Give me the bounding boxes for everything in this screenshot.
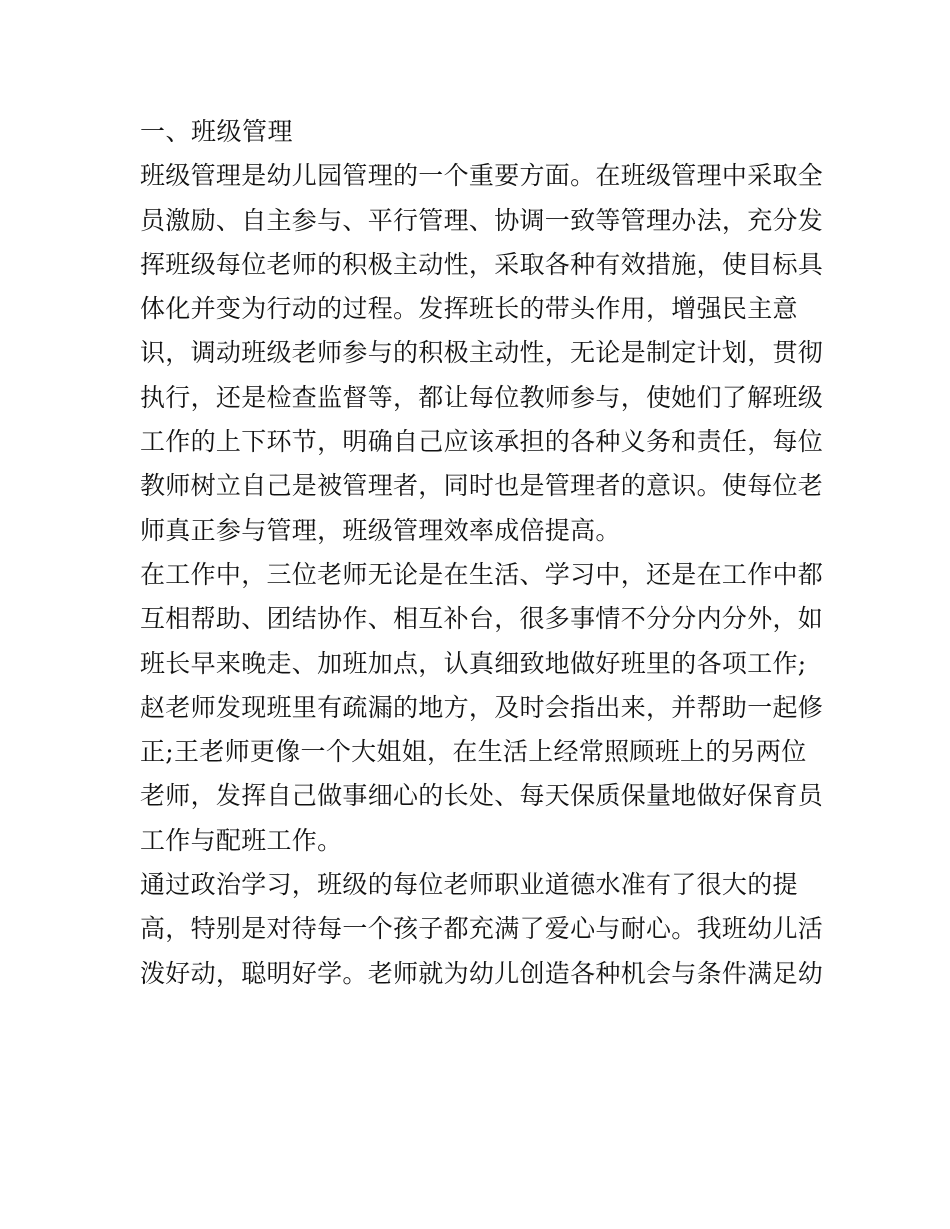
text-line: 高，特别是对待每一个孩子都充满了爱心与耐心。我班幼儿活 [140, 914, 824, 944]
paragraph-class-management [140, 154, 824, 553]
text-line: 班级管理是幼儿园管理的一个重要方面。在班级管理中采取全 [140, 161, 824, 191]
text-line: 工作与配班工作。 [140, 825, 343, 855]
text-line: 通过政治学习，班级的每位老师职业道德水准有了很大的提 [140, 870, 798, 900]
text-line: 互相帮助、团结协作、相互补台，很多事情不分分内分外，如 [140, 604, 824, 634]
text-line: 在工作中，三位老师无论是在生活、学习中，还是在工作中都 [140, 559, 824, 589]
text-line: 赵老师发现班里有疏漏的地方，及时会指出来，并帮助一起修 [140, 692, 824, 722]
text-line: 班长早来晚走、加班加点，认真细致地做好班里的各项工作; [140, 648, 807, 678]
section-heading: 一、班级管理 [140, 117, 294, 146]
text-line: 师真正参与管理，班级管理效率成倍提高。 [140, 515, 621, 545]
document-body [140, 110, 824, 996]
text-line: 体化并变为行动的过程。发挥班长的带头作用，增强民主意 [140, 294, 798, 324]
paragraph-political-study [140, 863, 824, 996]
text-line: 工作的上下环节，明确自己应该承担的各种义务和责任，每位 [140, 427, 824, 457]
text-line: 泼好动，聪明好学。老师就为幼儿创造各种机会与条件满足幼 [140, 958, 824, 988]
text-line: 正;王老师更像一个大姐姐，在生活上经常照顾班上的另两位 [140, 737, 807, 767]
paragraph-teamwork [140, 553, 824, 863]
text-line: 老师，发挥自己做事细心的长处、每天保质保量地做好保育员 [140, 781, 824, 811]
text-line: 员激励、自主参与、平行管理、协调一致等管理办法，充分发 [140, 205, 824, 235]
text-line: 教师树立自己是被管理者，同时也是管理者的意识。使每位老 [140, 471, 824, 501]
text-line: 挥班级每位老师的积极主动性，采取各种有效措施，使目标具 [140, 249, 824, 279]
text-line: 执行，还是检查监督等，都让每位教师参与，使她们了解班级 [140, 382, 824, 412]
text-line: 识，调动班级老师参与的积极主动性，无论是制定计划，贯彻 [140, 338, 824, 368]
